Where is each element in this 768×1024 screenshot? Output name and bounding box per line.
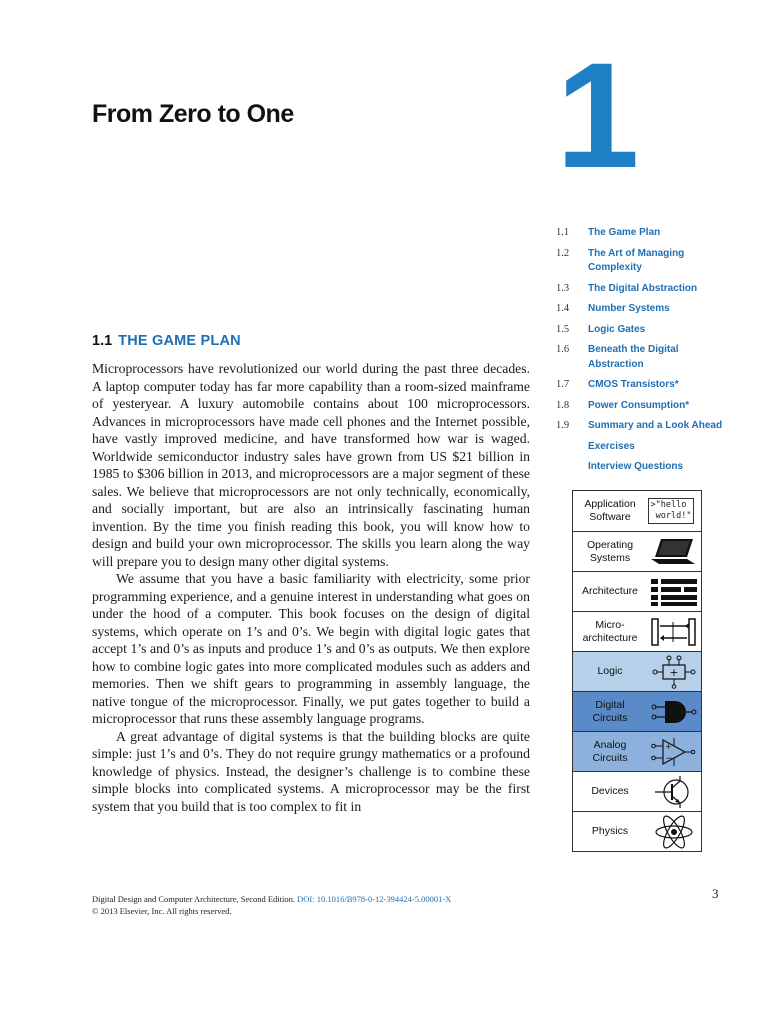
toc-number: 1.9 xyxy=(556,420,570,431)
transistor-icon xyxy=(647,772,701,812)
level-digital-circuits xyxy=(573,691,701,731)
toc-number: 1.2 xyxy=(556,247,570,259)
chapter-number: 1 xyxy=(556,31,634,199)
toc-item[interactable] xyxy=(556,440,736,455)
level-label: Analog Circuits xyxy=(592,738,628,764)
toc-item[interactable] xyxy=(556,323,736,338)
level-label: Operating Systems xyxy=(586,538,634,564)
amplifier-icon xyxy=(647,732,701,772)
toc-item[interactable] xyxy=(556,343,736,372)
laptop-icon xyxy=(647,532,701,572)
level-architecture xyxy=(573,571,701,611)
section-heading xyxy=(92,333,241,349)
toc-item[interactable] xyxy=(556,419,736,434)
toc-title[interactable]: Interview Questions xyxy=(588,461,684,472)
toc-title[interactable]: Exercises xyxy=(588,440,635,452)
toc-number: 1.4 xyxy=(556,303,570,314)
toc-item[interactable] xyxy=(556,399,736,414)
page-footer xyxy=(92,894,451,917)
level-label: Physics xyxy=(591,825,629,837)
toc-title[interactable]: Summary and a Look Ahead xyxy=(588,420,723,431)
toc-title[interactable]: The Art of Managing Complexity xyxy=(588,247,685,273)
svg-text:+: + xyxy=(665,741,672,751)
level-logic xyxy=(573,651,701,691)
toc-item[interactable] xyxy=(556,282,736,297)
toc-number: 1.3 xyxy=(556,282,570,294)
body-text xyxy=(92,360,530,815)
level-label: Architecture xyxy=(581,585,639,597)
toc-title[interactable]: The Digital Abstraction xyxy=(588,282,698,294)
level-label: Logic xyxy=(597,665,623,677)
toc-item[interactable] xyxy=(556,460,736,475)
abstraction-levels-figure xyxy=(572,490,702,852)
level-label: Devices xyxy=(591,785,629,797)
section-title: THE GAME PLAN xyxy=(118,333,241,349)
paragraph: Microprocessors have revolutionized our world during the past three decades. A laptop computer today has far more capability than a room-sized mainframe of yesteryear. A luxury automobile contains about 100 microprocessors. Advances in microprocessors have made cell phones and the Internet possible, have vastly improved medicine, and have transformed how war is waged. Worldwide semiconductor industry sales have grown from US $21 billion in 1985 to $306 billion in 2013, and microprocessors are a major segment of these sales. We believe that microprocessors are not only technically, economically, and socially important, but are also an intrinsically fascinating human invention. By the time you finish reading this book, you will know how to design and build your own microprocessor. The skills you learn along the way will prepare you to design many other digital systems. xyxy=(92,361,530,569)
level-physics xyxy=(573,811,701,851)
toc-number xyxy=(556,460,588,475)
toc-title[interactable]: Logic Gates xyxy=(588,323,646,335)
level-label: Micro- architecture xyxy=(582,618,638,644)
and-gate-icon xyxy=(647,692,701,732)
toc-number: 1.8 xyxy=(556,399,570,411)
toc-number xyxy=(556,440,588,455)
book-citation: Digital Design and Computer Architecture, Second Edition. xyxy=(92,894,296,904)
level-application-software xyxy=(573,491,701,531)
code-snippet: >"hello world!" xyxy=(648,498,695,524)
svg-text:+: + xyxy=(669,665,679,679)
toc-item[interactable] xyxy=(556,378,736,393)
adder-gate-icon xyxy=(647,652,701,692)
atom-icon xyxy=(647,812,701,852)
toc-title[interactable]: Power Consumption* xyxy=(588,399,690,411)
toc-title[interactable]: The Game Plan xyxy=(588,227,661,238)
citation-line xyxy=(92,894,451,906)
toc-title[interactable]: CMOS Transistors* xyxy=(588,379,679,390)
toc-item[interactable] xyxy=(556,247,736,276)
toc-item[interactable] xyxy=(556,302,736,317)
level-operating-systems xyxy=(573,531,701,571)
toc-title[interactable]: Number Systems xyxy=(588,303,670,314)
section-number: 1.1 xyxy=(92,333,113,349)
paragraph: We assume that you have a basic familiarity with electricity, some prior programming experience, and a genuine interest in understanding what goes on under the hood of a computer. This book focuses on the design of digital systems, which operate on 1’s and 0’s. We begin with digital logic gates that accept 1’s and 0’s as inputs and produce 1’s and 0’s as outputs. We then explore how to combine logic gates into more complicated modules such as adders and memories. Then we shift gears to programming in assembly language, the native tongue of the microprocessor. Finally, we put gates together to build a microprocessor that runs these assembly language programs. xyxy=(92,571,530,726)
chapter-contents xyxy=(556,226,736,481)
instruction-bars-icon xyxy=(647,572,701,612)
toc-number: 1.6 xyxy=(556,344,570,355)
toc-item[interactable] xyxy=(556,226,736,241)
page-number: 3 xyxy=(712,886,719,901)
toc-number: 1.5 xyxy=(556,323,570,335)
svg-text:−: − xyxy=(665,753,674,764)
paragraph: A great advantage of digital systems is that the building blocks are quite simple: just 1’s and 0’s. They do not require grungy mathematics or a profound knowledge of physics. Instead, the designer’s challenge is to combine these simple blocks into complicated systems. A microprocessor may be the first system that you build that is too complex to fit in xyxy=(92,728,530,814)
level-analog-circuits xyxy=(573,731,701,771)
copyright: © 2013 Elsevier, Inc. All rights reserved. xyxy=(92,905,232,916)
toc-number: 1.7 xyxy=(556,379,570,390)
code-snippet-icon xyxy=(647,491,701,531)
doi-link[interactable]: DOI: 10.1016/B978-0-12-394424-5.00001-X xyxy=(297,894,452,904)
level-label: Application Software xyxy=(584,498,636,523)
level-microarchitecture xyxy=(573,611,701,651)
level-devices xyxy=(573,771,701,811)
level-label: Digital Circuits xyxy=(592,698,628,724)
toc-number: 1.1 xyxy=(556,227,570,238)
chapter-title: From Zero to One xyxy=(92,100,294,128)
datapath-icon xyxy=(647,612,701,652)
toc-title[interactable]: Beneath the Digital Abstraction xyxy=(588,344,679,370)
